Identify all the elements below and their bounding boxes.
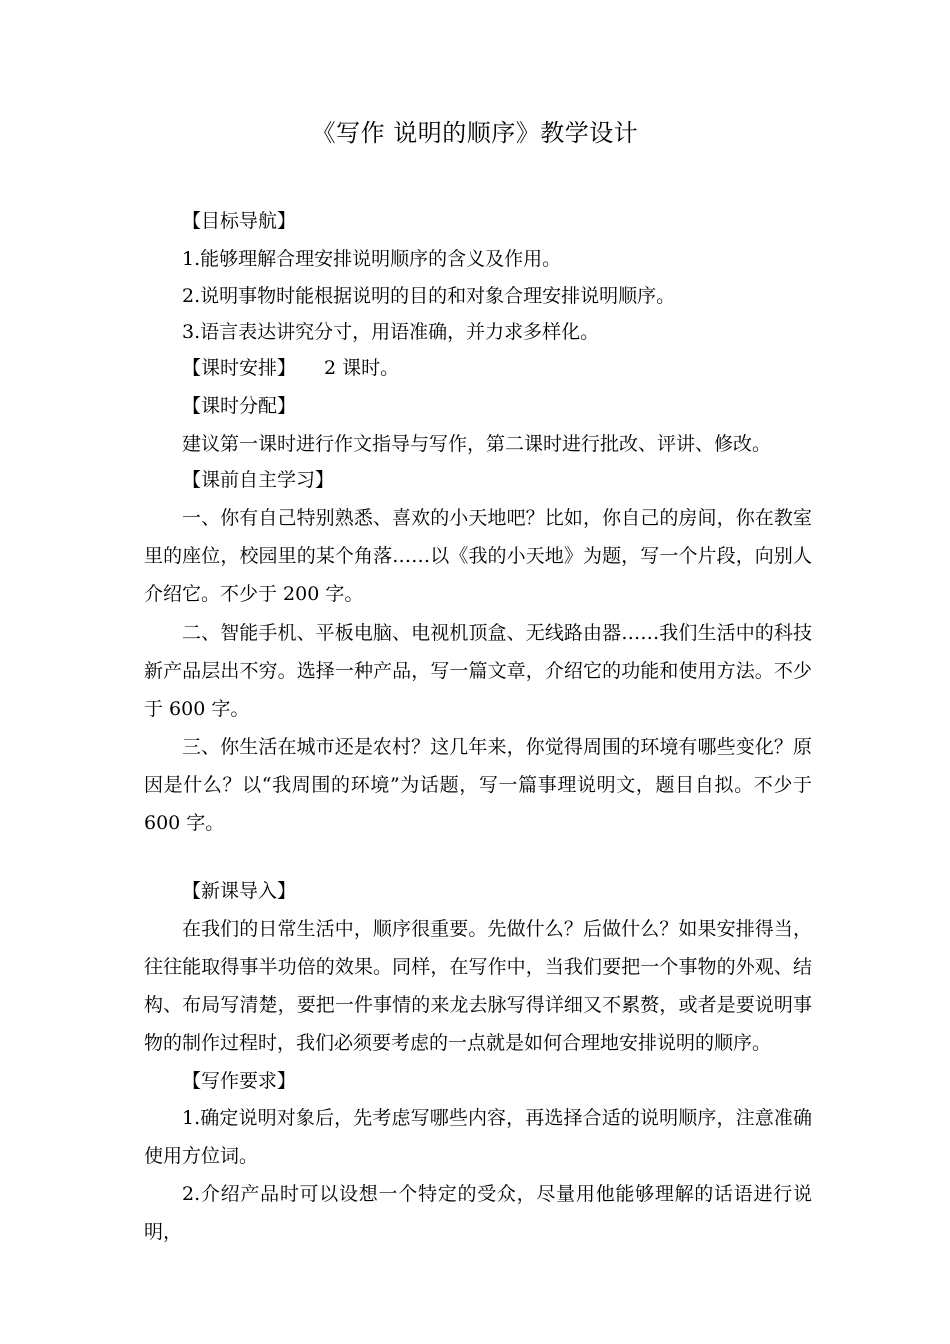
- requirement-item-1: 1.确定说明对象后，先考虑写哪些内容，再选择合适的说明顺序，注意准确使用方位词。: [144, 1107, 812, 1167]
- requirements-heading: 【写作要求】: [182, 1070, 297, 1092]
- requirement-item-2: 2.介绍产品时可以设想一个特定的受众，尽量用他能够理解的话语进行说明，: [144, 1183, 812, 1243]
- preview-item-2: 二、智能手机、平板电脑、电视机顶盒、无线路由器……我们生活中的科技新产品层出不穷。选择一种产品，写一篇文章，介绍它的功能和使用方法。不少于 600 字。: [144, 622, 812, 720]
- preview-heading: 【课前自主学习】: [182, 469, 335, 491]
- goals-heading: 【目标导航】: [182, 210, 297, 232]
- allocation-heading: 【课时分配】: [182, 395, 297, 417]
- document-title: 《写作 说明的顺序》教学设计: [311, 119, 639, 147]
- goal-item-2: 2.说明事物时能根据说明的目的和对象合理安排说明顺序。: [182, 285, 676, 307]
- intro-text: 在我们的日常生活中，顺序很重要。先做什么？后做什么？如果安排得当，往往能取得事半功倍的效果。同样，在写作中，当我们要把一个事物的外观、结构、布局写清楚，要把一件事情的来龙去脉写得详细又不累赘，或者是要说明事物的制作过程时，我们必须要考虑的一点就是如何合理地安排说明的顺序。: [144, 918, 812, 1054]
- goal-item-3: 3.语言表达讲究分寸，用语准确，并力求多样化。: [182, 321, 600, 343]
- goal-item-1: 1.能够理解合理安排说明顺序的含义及作用。: [182, 248, 562, 270]
- intro-heading: 【新课导入】: [182, 880, 297, 902]
- preview-item-3: 三、你生活在城市还是农村？这几年来，你觉得周围的环境有哪些变化？原因是什么？以“我周围的环境”为话题，写一篇事理说明文，题目自拟。不少于 600 字。: [144, 736, 812, 834]
- preview-item-1: 一、你有自己特别熟悉、喜欢的小天地吧？比如，你自己的房间，你在教室里的座位，校园里的某个角落……以《我的小天地》为题，写一个片段，向别人介绍它。不少于 200 字。: [144, 507, 812, 605]
- schedule-value: 2 课时。: [324, 357, 400, 379]
- allocation-text: 建议第一课时进行作文指导与写作，第二课时进行批改、评讲、修改。: [182, 433, 772, 455]
- schedule-line: [182, 349, 399, 387]
- schedule-heading: 【课时安排】: [182, 357, 297, 379]
